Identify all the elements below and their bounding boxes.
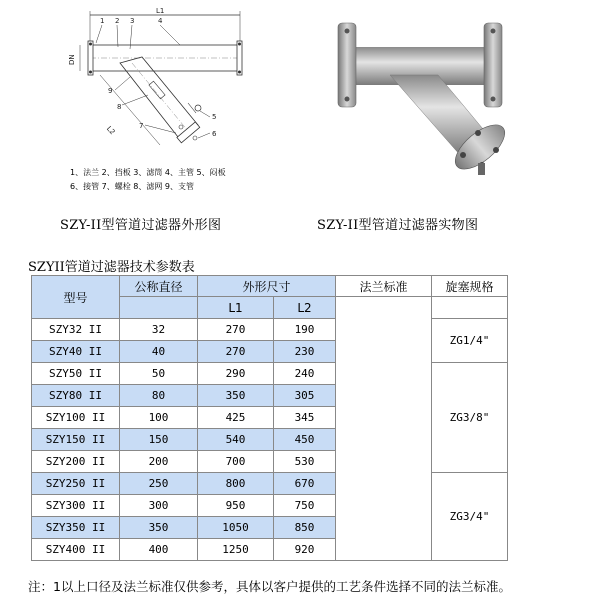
table-title: SZYII管道过滤器技术参数表 — [28, 260, 195, 275]
header-nominal-sub — [120, 297, 198, 319]
callout-7: 7 — [139, 122, 144, 130]
cell-dn: 40 — [120, 341, 198, 363]
cell-model: SZY250 II — [32, 473, 120, 495]
table-row — [32, 319, 508, 341]
plug-spec-cell: ZG3/8" — [432, 363, 508, 473]
callout-1: 1 — [100, 17, 105, 25]
cell-dn: 100 — [120, 407, 198, 429]
footnote: 注：1以上口径及法兰标准仅供参考，具体以客户提供的工艺条件选择不同的法兰标准。 — [28, 579, 511, 594]
cell-l2: 670 — [274, 473, 336, 495]
cell-dn: 350 — [120, 517, 198, 539]
plug-spec-cell: ZG3/4" — [432, 473, 508, 561]
drawing-caption: SZY-II型管道过滤器外形图 — [60, 218, 222, 233]
header-l2: L2 — [274, 297, 336, 319]
parameter-table — [31, 275, 508, 561]
cell-l2: 920 — [274, 539, 336, 561]
dim-l2-label: L2 — [104, 124, 117, 137]
cell-l2: 240 — [274, 363, 336, 385]
cell-dn: 32 — [120, 319, 198, 341]
cell-l1: 425 — [198, 407, 274, 429]
cell-l2: 450 — [274, 429, 336, 451]
cell-l2: 345 — [274, 407, 336, 429]
cell-dn: 150 — [120, 429, 198, 451]
cell-dn: 50 — [120, 363, 198, 385]
cell-model: SZY40 II — [32, 341, 120, 363]
cell-l1: 350 — [198, 385, 274, 407]
cell-l2: 190 — [274, 319, 336, 341]
header-flange-standard: 法兰标准 — [336, 276, 432, 297]
cell-l1: 1050 — [198, 517, 274, 539]
callout-9: 9 — [108, 87, 113, 95]
flange-standard-cell — [336, 297, 432, 561]
cell-l1: 540 — [198, 429, 274, 451]
cell-model: SZY400 II — [32, 539, 120, 561]
cell-model: SZY200 II — [32, 451, 120, 473]
cell-l2: 530 — [274, 451, 336, 473]
header-nominal-diameter: 公称直径 — [120, 276, 198, 297]
cell-dn: 80 — [120, 385, 198, 407]
cell-l1: 1250 — [198, 539, 274, 561]
cell-l1: 270 — [198, 319, 274, 341]
filter-outline-drawing — [60, 5, 270, 200]
cell-dn: 300 — [120, 495, 198, 517]
callout-5: 5 — [212, 113, 217, 121]
cell-l2: 305 — [274, 385, 336, 407]
table-row — [32, 473, 508, 495]
callout-8: 8 — [117, 103, 122, 111]
cell-dn: 400 — [120, 539, 198, 561]
cell-l1: 700 — [198, 451, 274, 473]
cell-l2: 230 — [274, 341, 336, 363]
header-dimensions: 外形尺寸 — [198, 276, 336, 297]
table-row — [32, 363, 508, 385]
photo-caption: SZY-II型管道过滤器实物图 — [317, 218, 479, 233]
plug-spec-cell: ZG1/4" — [432, 319, 508, 363]
cell-l2: 850 — [274, 517, 336, 539]
header-model: 型号 — [32, 276, 120, 319]
header-plug-spec: 旋塞规格 — [432, 276, 508, 297]
cell-model: SZY32 II — [32, 319, 120, 341]
callout-3: 3 — [130, 17, 135, 25]
cell-model: SZY300 II — [32, 495, 120, 517]
cell-model: SZY150 II — [32, 429, 120, 451]
cell-l1: 290 — [198, 363, 274, 385]
callout-4: 4 — [158, 17, 163, 25]
plug-header-spacer — [432, 297, 508, 319]
filter-product-photo — [320, 5, 535, 200]
header-l1: L1 — [198, 297, 274, 319]
cell-dn: 250 — [120, 473, 198, 495]
drawing-legend-line-2: 6、接管 7、螺栓 8、滤网 9、支管 — [70, 182, 194, 191]
cell-dn: 200 — [120, 451, 198, 473]
dim-dn-label: DN — [68, 54, 76, 65]
cell-l1: 800 — [198, 473, 274, 495]
cell-model: SZY100 II — [32, 407, 120, 429]
cell-l2: 750 — [274, 495, 336, 517]
cell-model: SZY350 II — [32, 517, 120, 539]
cell-l1: 270 — [198, 341, 274, 363]
callout-6: 6 — [212, 130, 217, 138]
cell-l1: 950 — [198, 495, 274, 517]
cell-model: SZY50 II — [32, 363, 120, 385]
cell-model: SZY80 II — [32, 385, 120, 407]
dim-l1-label: L1 — [156, 7, 165, 15]
callout-2: 2 — [115, 17, 120, 25]
drawing-legend-line-1: 1、法兰 2、挡板 3、滤筒 4、主管 5、闷板 — [70, 168, 226, 177]
